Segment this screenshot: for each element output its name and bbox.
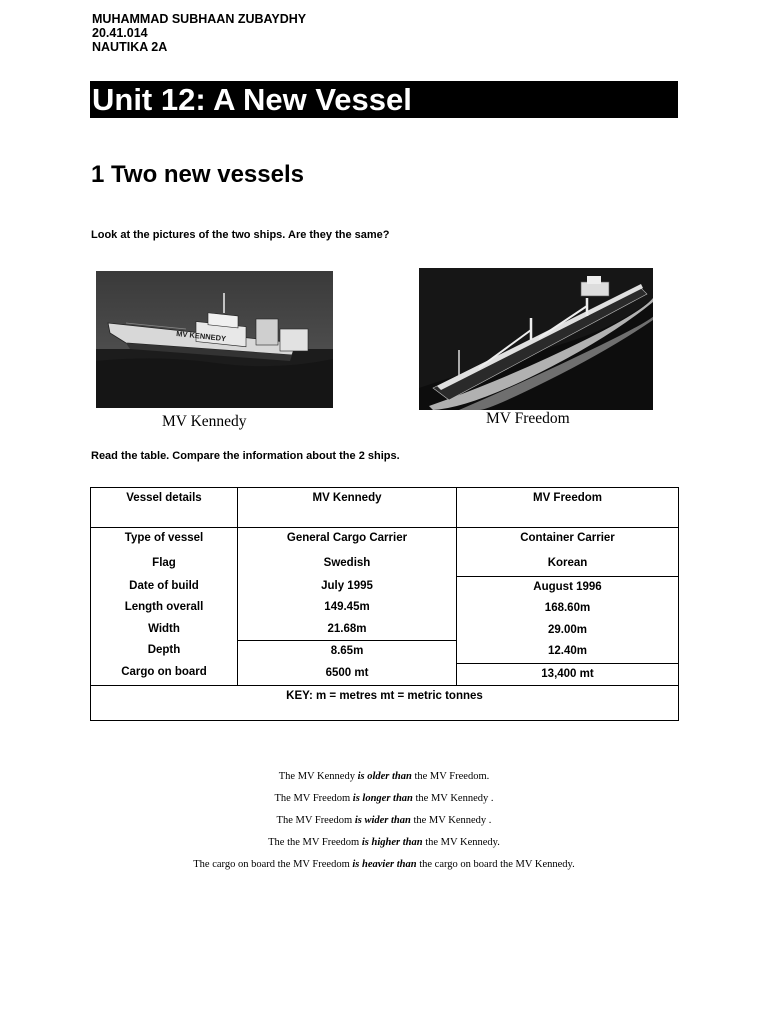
sentence-item <box>90 814 678 827</box>
comparison-sentences <box>90 770 678 880</box>
sentence-text: The MV Kennedy <box>278 771 358 782</box>
label-flag: Flag <box>152 556 176 569</box>
sentence-comparative: is wider than <box>354 815 411 826</box>
kennedy-values-top <box>238 528 456 640</box>
label-width: Width <box>148 622 180 635</box>
kennedy-width: 21.68m <box>327 622 367 635</box>
sentence-text: the MV Kennedy. <box>422 837 500 848</box>
table-key: KEY: m = metres mt = metric tonnes <box>91 686 679 721</box>
kennedy-values-bottom <box>238 640 456 684</box>
freedom-flag: Korean <box>547 556 588 569</box>
mv-freedom-image <box>419 268 653 410</box>
label-type-of-vessel: Type of vessel <box>124 532 204 544</box>
sentence-text: The MV Freedom <box>274 793 353 804</box>
header-mv-freedom: MV Freedom <box>457 488 679 528</box>
sentence-text: the MV Kennedy . <box>410 815 492 826</box>
sentence-item <box>90 858 678 871</box>
table-body-row <box>91 528 679 686</box>
table-key-row <box>91 686 679 721</box>
freedom-column <box>457 528 679 686</box>
freedom-width: 29.00m <box>547 623 587 636</box>
kennedy-flag: Swedish <box>323 556 371 569</box>
kennedy-ship-illustration <box>96 271 333 408</box>
kennedy-length: 149.45m <box>324 601 370 613</box>
mv-kennedy-caption: MV Kennedy <box>162 413 247 430</box>
vessel-comparison-table <box>90 487 679 721</box>
freedom-values-bottom <box>457 664 678 686</box>
freedom-type: Container Carrier <box>520 532 615 544</box>
instruction-table: Read the table. Compare the information about the 2 ships. <box>91 450 400 462</box>
labels-column <box>91 528 238 686</box>
label-cargo-on-board: Cargo on board <box>121 665 207 678</box>
sentence-item <box>90 792 678 805</box>
student-id: 20.41.014 <box>92 26 148 40</box>
sentence-item <box>90 836 678 849</box>
sentence-comparative: is older than <box>357 771 412 782</box>
freedom-values-top <box>457 528 678 577</box>
freedom-depth: 12.40m <box>547 645 587 657</box>
table-header-row <box>91 488 679 528</box>
kennedy-hull-text: MV KENNEDY <box>175 329 227 344</box>
sentence-text: the cargo on board the MV Kennedy. <box>416 859 575 870</box>
sentence-text: the MV Freedom. <box>411 771 490 782</box>
kennedy-column <box>238 528 457 686</box>
student-name: MUHAMMAD SUBHAAN ZUBAYDHY <box>92 12 307 26</box>
sentence-comparative: is higher than <box>361 837 423 848</box>
sentence-text: the MV Kennedy . <box>412 793 494 804</box>
sentence-text: The MV Freedom <box>276 815 355 826</box>
student-class: NAUTIKA 2A <box>92 40 168 54</box>
section-title: 1 Two new vessels <box>91 161 304 188</box>
header-mv-kennedy: MV Kennedy <box>238 488 457 528</box>
label-date-of-build: Date of build <box>129 579 199 592</box>
label-depth: Depth <box>147 644 181 656</box>
header-vessel-details: Vessel details <box>91 488 238 528</box>
sentence-text: The the MV Freedom <box>268 837 362 848</box>
kennedy-date-of-build: July 1995 <box>321 579 373 592</box>
sentence-text: The cargo on board the MV Freedom <box>193 859 353 870</box>
freedom-date-of-build: August 1996 <box>533 580 602 593</box>
kennedy-type: General Cargo Carrier <box>286 532 408 544</box>
student-header <box>92 12 306 54</box>
sentence-item <box>90 770 678 783</box>
freedom-ship-illustration <box>419 268 653 410</box>
freedom-length: 168.60m <box>544 602 591 614</box>
freedom-cargo: 13,400 mt <box>541 667 594 680</box>
mv-freedom-caption: MV Freedom <box>486 410 570 427</box>
mv-kennedy-image <box>96 271 333 408</box>
label-length-overall: Length overall <box>124 601 204 613</box>
kennedy-cargo: 6500 mt <box>325 666 369 679</box>
instruction-pictures: Look at the pictures of the two ships. Are they the same? <box>91 229 390 241</box>
freedom-values-middle <box>457 577 678 664</box>
sentence-comparative: is heavier than <box>352 859 417 870</box>
kennedy-depth: 8.65m <box>330 645 364 657</box>
unit-title: Unit 12: A New Vessel <box>90 81 678 118</box>
sentence-comparative: is longer than <box>352 793 413 804</box>
